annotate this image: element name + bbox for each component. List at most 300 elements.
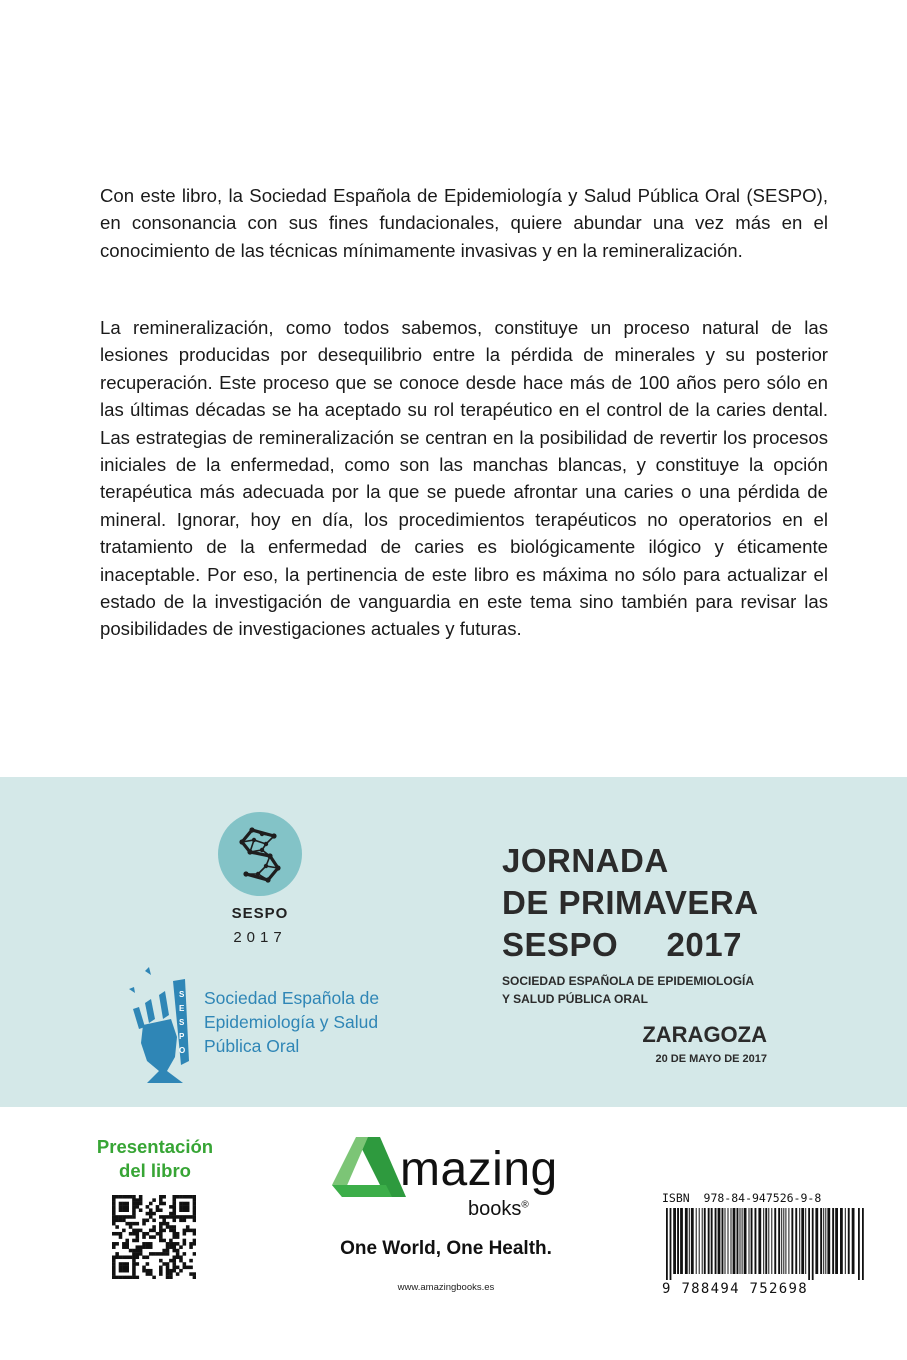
qr-module — [112, 1198, 116, 1202]
qr-module — [146, 1269, 150, 1273]
qr-module — [125, 1255, 129, 1259]
qr-module — [172, 1202, 176, 1206]
society-name-line-2: Epidemiología y Salud — [204, 1012, 379, 1032]
qr-module — [152, 1229, 156, 1233]
qr-module — [169, 1242, 173, 1246]
qr-module — [166, 1272, 170, 1276]
qr-module — [169, 1205, 173, 1209]
qr-module — [112, 1219, 116, 1223]
qr-module — [125, 1205, 129, 1209]
qr-module — [112, 1269, 116, 1273]
qr-module — [159, 1252, 163, 1256]
barcode-bar — [808, 1208, 810, 1280]
qr-module — [122, 1219, 126, 1223]
barcode-bar — [795, 1208, 797, 1274]
intro-paragraph-1: Con este libro, la Sociedad Española de Epidemiología y Salud Pública Oral (SESPO), en consonancia con sus fines fundacionales, quiere abundar una vez más en el conocimiento de las técnicas mínimamente invasivas y en la remineralización. — [100, 185, 828, 261]
intro-paragraph-2: La remineralización, como todos sabemos, constituye un proceso natural de las lesiones producidas por desequilibrio entre la pérdida de minerales y su posterior recuperación. Este proceso que se conoce desde hace más de 100 años pero sólo en las últimas décadas se ha aceptado su rol terapéutico en el control de la caries dental. Las estrategias de remineralización se centran en la posibilidad de revertir los procesos iniciales de la enfermedad, como son las manchas blancas, y constituye la opción terapéutica más adecuada por la que se puede afrontar una caries o una pérdida de mineral. Ignorar, hoy en día, los procedimientos terapéuticos no operatorios en el tratamiento de la enfermedad de caries es biológicamente ilógico y éticamente inaceptable. Por eso, la pertinencia de este libro es máxima no sólo para actualizar el estado de la investigación de vanguardia en este tema sino también para revisar las posibilidades de investigaciones actuales y futuras. — [100, 317, 828, 640]
qr-module — [166, 1222, 170, 1226]
qr-module — [176, 1242, 180, 1246]
qr-module — [193, 1242, 196, 1246]
qr-module — [193, 1198, 196, 1202]
qr-module — [125, 1269, 129, 1273]
qr-module — [125, 1262, 129, 1266]
qr-module — [149, 1212, 153, 1216]
qr-module — [159, 1225, 163, 1229]
qr-module — [183, 1262, 187, 1266]
barcode-bar — [702, 1208, 703, 1274]
qr-module — [176, 1215, 180, 1219]
publisher-tagline: One World, One Health. — [340, 1238, 552, 1259]
qr-module — [139, 1229, 143, 1233]
qr-module — [149, 1252, 153, 1256]
barcode-bar — [791, 1208, 793, 1274]
qr-module — [119, 1269, 123, 1273]
barcode-bar — [699, 1208, 700, 1274]
qr-module — [142, 1242, 146, 1246]
qr-module — [139, 1195, 143, 1199]
qr-module — [149, 1235, 153, 1239]
qr-module — [149, 1208, 153, 1212]
qr-module — [152, 1219, 156, 1223]
qr-module — [166, 1242, 170, 1246]
barcode-bar — [691, 1208, 694, 1274]
barcode-bar — [862, 1208, 864, 1280]
qr-module — [129, 1195, 133, 1199]
qr-module — [176, 1235, 180, 1239]
qr-module — [193, 1195, 196, 1199]
qr-module — [132, 1269, 136, 1273]
barcode-icon — [664, 1208, 868, 1280]
qr-module — [183, 1195, 187, 1199]
qr-module — [183, 1215, 187, 1219]
qr-module — [172, 1205, 176, 1209]
qr-module — [193, 1229, 196, 1233]
qr-module — [156, 1252, 160, 1256]
qr-module — [176, 1255, 180, 1259]
qr-module — [193, 1219, 196, 1223]
qr-module — [189, 1229, 193, 1233]
qr-module — [146, 1245, 150, 1249]
qr-module — [146, 1232, 150, 1236]
qr-module — [125, 1239, 129, 1243]
barcode-bar — [751, 1208, 753, 1274]
qr-module — [162, 1252, 166, 1256]
qr-module — [169, 1239, 173, 1243]
qr-code-icon — [112, 1195, 196, 1279]
barcode-bar — [840, 1208, 843, 1274]
qr-module — [115, 1276, 119, 1279]
qr-module — [122, 1266, 126, 1270]
qr-module — [142, 1266, 146, 1270]
qr-module — [183, 1232, 187, 1236]
qr-module — [125, 1215, 129, 1219]
event-organizer-line-2: Y SALUD PÚBLICA ORAL — [502, 992, 649, 1006]
qr-module — [112, 1232, 116, 1236]
qr-module — [112, 1259, 116, 1263]
qr-module — [115, 1195, 119, 1199]
qr-module — [119, 1266, 123, 1270]
qr-module — [183, 1266, 187, 1270]
qr-module — [119, 1235, 123, 1239]
qr-module — [132, 1212, 136, 1216]
qr-module — [183, 1219, 187, 1223]
qr-module — [139, 1208, 143, 1212]
sespo-2017-logo — [218, 812, 302, 896]
qr-module — [136, 1276, 140, 1279]
qr-module — [149, 1245, 153, 1249]
qr-module — [189, 1245, 193, 1249]
qr-module — [125, 1266, 129, 1270]
qr-module — [186, 1205, 190, 1209]
qr-module — [193, 1276, 196, 1279]
qr-module — [166, 1249, 170, 1253]
qr-module — [159, 1215, 163, 1219]
barcode-bar — [820, 1208, 822, 1274]
qr-module — [136, 1205, 140, 1209]
qr-module — [112, 1262, 116, 1266]
qr-module — [186, 1208, 190, 1212]
qr-module — [115, 1255, 119, 1259]
qr-module — [119, 1255, 123, 1259]
qr-module — [193, 1208, 196, 1212]
barcode-bar — [666, 1208, 668, 1280]
qr-module — [136, 1202, 140, 1206]
barcode-bar — [673, 1208, 676, 1274]
publisher-logo-mark — [332, 1135, 406, 1206]
qr-module — [152, 1198, 156, 1202]
qr-module — [179, 1205, 183, 1209]
qr-module — [159, 1266, 163, 1270]
barcode-bar — [805, 1208, 806, 1274]
qr-module — [136, 1229, 140, 1233]
qr-module — [162, 1202, 166, 1206]
qr-module — [152, 1235, 156, 1239]
qr-module — [172, 1215, 176, 1219]
qr-module — [132, 1232, 136, 1236]
barcode-bar — [731, 1208, 732, 1274]
qr-module — [132, 1195, 136, 1199]
qr-module — [179, 1269, 183, 1273]
qr-module — [152, 1252, 156, 1256]
society-vertical-o: O — [179, 1046, 186, 1055]
barcode-bar — [763, 1208, 764, 1274]
qr-module — [142, 1235, 146, 1239]
qr-module — [193, 1212, 196, 1216]
qr-module — [132, 1229, 136, 1233]
qr-module — [129, 1222, 133, 1226]
qr-module — [112, 1276, 116, 1279]
qr-module — [169, 1212, 173, 1216]
qr-module — [179, 1259, 183, 1263]
barcode-bar — [788, 1208, 789, 1274]
society-vertical-p: P — [179, 1032, 185, 1041]
qr-module — [186, 1225, 190, 1229]
qr-module — [136, 1198, 140, 1202]
qr-module — [112, 1266, 116, 1270]
qr-module — [132, 1198, 136, 1202]
qr-module — [142, 1232, 146, 1236]
qr-module — [132, 1255, 136, 1259]
qr-module — [132, 1276, 136, 1279]
qr-module — [119, 1195, 123, 1199]
qr-module — [149, 1215, 153, 1219]
qr-module — [119, 1208, 123, 1212]
qr-module — [172, 1255, 176, 1259]
qr-module — [183, 1252, 187, 1256]
barcode-bar — [768, 1208, 769, 1274]
qr-module — [112, 1208, 116, 1212]
qr-module — [159, 1229, 163, 1233]
isbn-barcode — [664, 1208, 868, 1285]
barcode-bar — [832, 1208, 834, 1274]
qr-module — [159, 1208, 163, 1212]
qr-module — [159, 1198, 163, 1202]
qr-module — [172, 1219, 176, 1223]
barcode-bar — [715, 1208, 717, 1274]
qr-module — [115, 1252, 119, 1256]
qr-module — [112, 1212, 116, 1216]
qr-module — [189, 1272, 193, 1276]
qr-module — [122, 1262, 126, 1266]
qr-module — [172, 1242, 176, 1246]
qr-module — [189, 1266, 193, 1270]
qr-module — [142, 1222, 146, 1226]
qr-module — [149, 1269, 153, 1273]
qr-module — [186, 1266, 190, 1270]
qr-module — [179, 1202, 183, 1206]
qr-module — [146, 1255, 150, 1259]
qr-module — [166, 1225, 170, 1229]
qr-module — [176, 1272, 180, 1276]
qr-module — [193, 1252, 196, 1256]
qr-module — [125, 1242, 129, 1246]
qr-module — [112, 1242, 116, 1246]
barcode-bar — [758, 1208, 761, 1274]
qr-module — [136, 1249, 140, 1253]
qr-module — [172, 1262, 176, 1266]
barcode-bar — [740, 1208, 741, 1274]
qr-module — [132, 1259, 136, 1263]
qr-module — [132, 1252, 136, 1256]
qr-module — [179, 1255, 183, 1259]
qr-module — [172, 1245, 176, 1249]
qr-module — [146, 1212, 150, 1216]
barcode-bar — [799, 1208, 800, 1274]
qr-module — [166, 1266, 170, 1270]
qr-module — [122, 1215, 126, 1219]
book-presentation-label — [70, 1135, 240, 1183]
barcode-bar — [704, 1208, 706, 1274]
event-title — [502, 840, 802, 966]
sespo-network-s-icon — [218, 812, 302, 896]
qr-module — [139, 1202, 143, 1206]
qr-module — [125, 1195, 129, 1199]
qr-module — [176, 1232, 180, 1236]
qr-module — [172, 1198, 176, 1202]
qr-module — [119, 1262, 123, 1266]
qr-module — [179, 1208, 183, 1212]
barcode-bar — [670, 1208, 672, 1280]
qr-module — [122, 1255, 126, 1259]
qr-module — [139, 1252, 143, 1256]
barcode-bar — [801, 1208, 804, 1274]
qr-module — [162, 1222, 166, 1226]
qr-module — [156, 1205, 160, 1209]
qr-module — [166, 1215, 170, 1219]
qr-code[interactable] — [112, 1195, 196, 1284]
society-vertical-s2: S — [179, 1018, 185, 1027]
qr-module — [136, 1252, 140, 1256]
qr-module — [169, 1272, 173, 1276]
barcode-bar — [755, 1208, 757, 1274]
qr-module — [119, 1219, 123, 1223]
qr-module — [119, 1232, 123, 1236]
event-organizer — [502, 972, 802, 1008]
qr-module — [115, 1225, 119, 1229]
qr-module — [149, 1229, 153, 1233]
barcode-bar — [812, 1208, 814, 1280]
qr-module — [122, 1195, 126, 1199]
qr-module — [162, 1249, 166, 1253]
isbn-label: ISBN 978-84-947526-9-8 — [662, 1191, 822, 1205]
qr-module — [189, 1242, 193, 1246]
qr-module — [146, 1262, 150, 1266]
publisher-sub-word: books — [468, 1198, 522, 1220]
qr-module — [129, 1225, 133, 1229]
qr-module — [132, 1202, 136, 1206]
qr-module — [129, 1276, 133, 1279]
qr-module — [146, 1205, 150, 1209]
qr-module — [115, 1219, 119, 1223]
qr-module — [136, 1222, 140, 1226]
qr-module — [112, 1215, 116, 1219]
qr-module — [156, 1232, 160, 1236]
qr-module — [159, 1232, 163, 1236]
qr-module — [142, 1255, 146, 1259]
qr-module — [193, 1239, 196, 1243]
barcode-bar — [825, 1208, 826, 1274]
qr-module — [142, 1245, 146, 1249]
qr-module — [112, 1202, 116, 1206]
barcode-bar — [744, 1208, 747, 1274]
qr-module — [166, 1262, 170, 1266]
qr-module — [152, 1225, 156, 1229]
tooth-brush-mark-icon — [125, 965, 197, 1085]
barcode-bar — [823, 1208, 824, 1274]
qr-module — [159, 1202, 163, 1206]
barcode-bar — [680, 1208, 683, 1274]
qr-module — [166, 1252, 170, 1256]
barcode-bar — [848, 1208, 850, 1274]
qr-module — [169, 1225, 173, 1229]
qr-module — [125, 1202, 129, 1206]
barcode-bar — [689, 1208, 690, 1274]
society-vertical-e: E — [179, 1004, 185, 1013]
qr-module — [159, 1239, 163, 1243]
qr-module — [162, 1229, 166, 1233]
qr-module — [193, 1202, 196, 1206]
qr-module — [186, 1229, 190, 1233]
barcode-bar — [742, 1208, 743, 1274]
qr-module — [179, 1215, 183, 1219]
barcode-bar — [728, 1208, 729, 1274]
qr-module — [159, 1222, 163, 1226]
qr-module — [142, 1219, 146, 1223]
barcode-bar — [781, 1208, 782, 1274]
barcode-bar — [722, 1208, 724, 1274]
qr-module — [132, 1249, 136, 1253]
barcode-bar — [685, 1208, 688, 1274]
qr-module — [183, 1242, 187, 1246]
qr-module — [186, 1195, 190, 1199]
qr-module — [136, 1235, 140, 1239]
qr-module — [122, 1242, 126, 1246]
qr-module — [172, 1195, 176, 1199]
qr-module — [112, 1245, 116, 1249]
barcode-bar — [711, 1208, 713, 1274]
qr-module — [119, 1205, 123, 1209]
qr-module — [176, 1249, 180, 1253]
qr-module — [122, 1276, 126, 1279]
qr-module — [132, 1208, 136, 1212]
qr-module — [193, 1232, 196, 1236]
qr-module — [152, 1212, 156, 1216]
qr-module — [186, 1215, 190, 1219]
qr-module — [159, 1272, 163, 1276]
qr-module — [142, 1269, 146, 1273]
qr-module — [172, 1229, 176, 1233]
qr-module — [183, 1208, 187, 1212]
qr-module — [112, 1272, 116, 1276]
event-date: 20 DE MAYO DE 2017 — [655, 1053, 767, 1065]
qr-module — [112, 1195, 116, 1199]
qr-module — [159, 1235, 163, 1239]
barcode-bar — [708, 1208, 710, 1274]
qr-module — [132, 1222, 136, 1226]
barcode-bar — [774, 1208, 776, 1274]
qr-module — [179, 1219, 183, 1223]
qr-module — [119, 1202, 123, 1206]
qr-module — [172, 1232, 176, 1236]
barcode-bar — [815, 1208, 818, 1274]
event-title-line-3: SESPO 2017 — [502, 926, 742, 963]
qr-module — [172, 1235, 176, 1239]
qr-module — [193, 1215, 196, 1219]
presentation-line-2: del libro — [119, 1160, 191, 1181]
barcode-digits: 9 788494 752698 — [662, 1281, 808, 1297]
qr-module — [169, 1259, 173, 1263]
qr-module — [125, 1276, 129, 1279]
barcode-bar — [785, 1208, 786, 1274]
qr-module — [172, 1208, 176, 1212]
society-name-line-3: Pública Oral — [204, 1036, 300, 1056]
qr-module — [132, 1205, 136, 1209]
barcode-bar — [765, 1208, 767, 1274]
qr-module — [183, 1205, 187, 1209]
qr-module — [132, 1272, 136, 1276]
qr-module — [166, 1269, 170, 1273]
qr-module — [115, 1215, 119, 1219]
qr-module — [179, 1245, 183, 1249]
qr-module — [162, 1215, 166, 1219]
barcode-bar — [783, 1208, 784, 1274]
event-title-line-2: DE PRIMAVERA — [502, 884, 759, 921]
qr-module — [186, 1202, 190, 1206]
barcode-bar — [852, 1208, 855, 1274]
qr-module — [112, 1222, 116, 1226]
publisher-website[interactable]: www.amazingbooks.es — [397, 1282, 495, 1293]
event-title-line-1: JORNADA — [502, 842, 669, 879]
